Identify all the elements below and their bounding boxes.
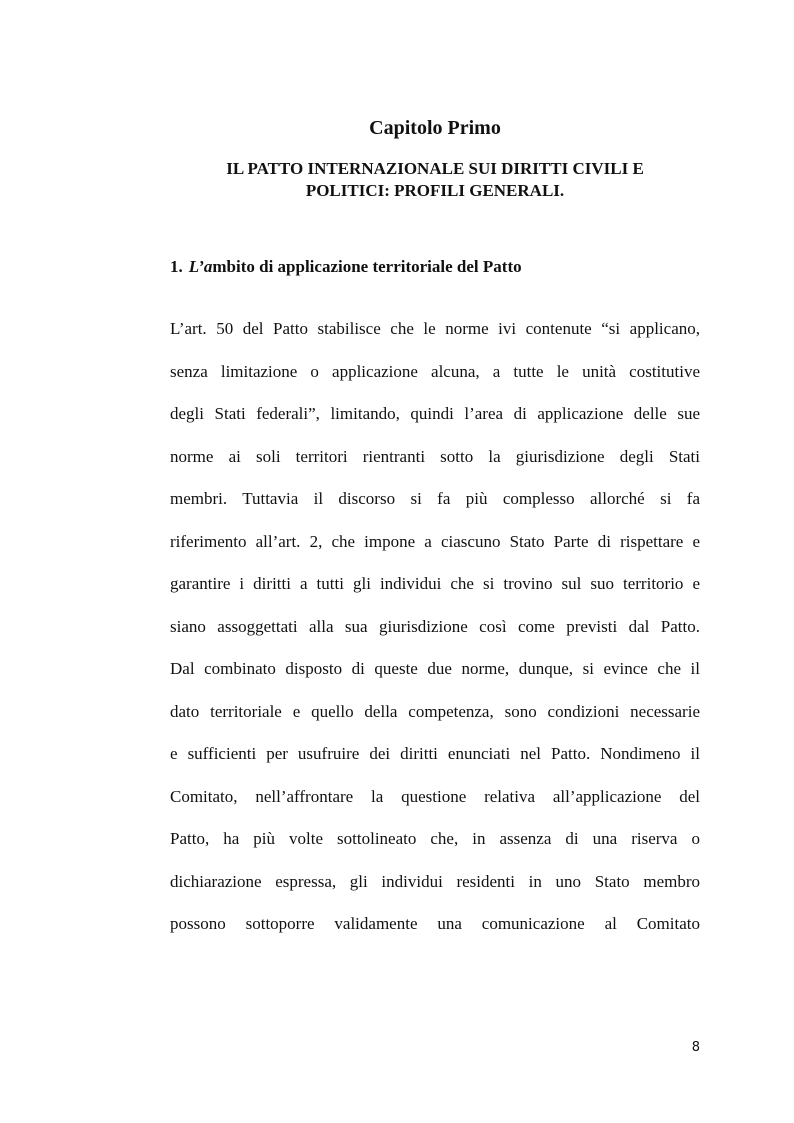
body-line: possono sottoporre validamente una comunicazione al Comitato [170, 914, 700, 933]
body-line: Comitato, nell’affrontare la questione relativa all’applicazione del [170, 786, 700, 806]
body-line: L’art. 50 del Patto stabilisce che le norme ivi contenute “si applicano, [170, 319, 700, 338]
body-line: Dal combinato disposto di queste due norme, dunque, si evince che il [170, 659, 700, 678]
section-title-italic: L’a [188, 257, 213, 276]
body-line: siano assoggettati alla sua giurisdizione così come previsti dal Patto. [170, 616, 700, 636]
body-line: norme ai soli territori rientranti sotto la giurisdizione degli Stati [170, 446, 700, 466]
body-line: e sufficienti per usufruire dei diritti enunciati nel Patto. Nondimeno il [170, 744, 700, 763]
body-line: garantire i diritti a tutti gli individui che si trovino sul suo territorio e [170, 574, 700, 593]
body-line: senza limitazione o applicazione alcuna, a tutte le unità costitutive [170, 361, 700, 381]
body-paragraph [170, 308, 700, 946]
chapter-subtitle-line-2: POLITICI: PROFILI GENERALI. [305, 181, 565, 200]
body-line: riferimento all’art. 2, che impone a ciascuno Stato Parte di rispettare e [170, 531, 700, 551]
body-line: Patto, ha più volte sottolineato che, in assenza di una riserva o [170, 829, 700, 848]
chapter-subtitle [170, 158, 700, 202]
page-number: 8 [691, 1040, 700, 1055]
body-line: membri. Tuttavia il discorso si fa più complesso allorché si fa [170, 489, 700, 508]
body-line: dichiarazione espressa, gli individui residenti in uno Stato membro [170, 871, 700, 891]
body-line: degli Stati federali”, limitando, quindi l’area di applicazione delle sue [170, 404, 700, 423]
section-title-rest: mbito di applicazione territoriale del Patto [212, 257, 522, 276]
section-heading [170, 256, 700, 278]
body-line: dato territoriale e quello della competenza, sono condizioni necessarie [170, 701, 700, 721]
section-number: 1. [170, 257, 183, 276]
chapter-subtitle-line-1: IL PATTO INTERNAZIONALE SUI DIRITTI CIVILI E [226, 159, 644, 178]
chapter-title: Capitolo Primo [369, 117, 501, 139]
